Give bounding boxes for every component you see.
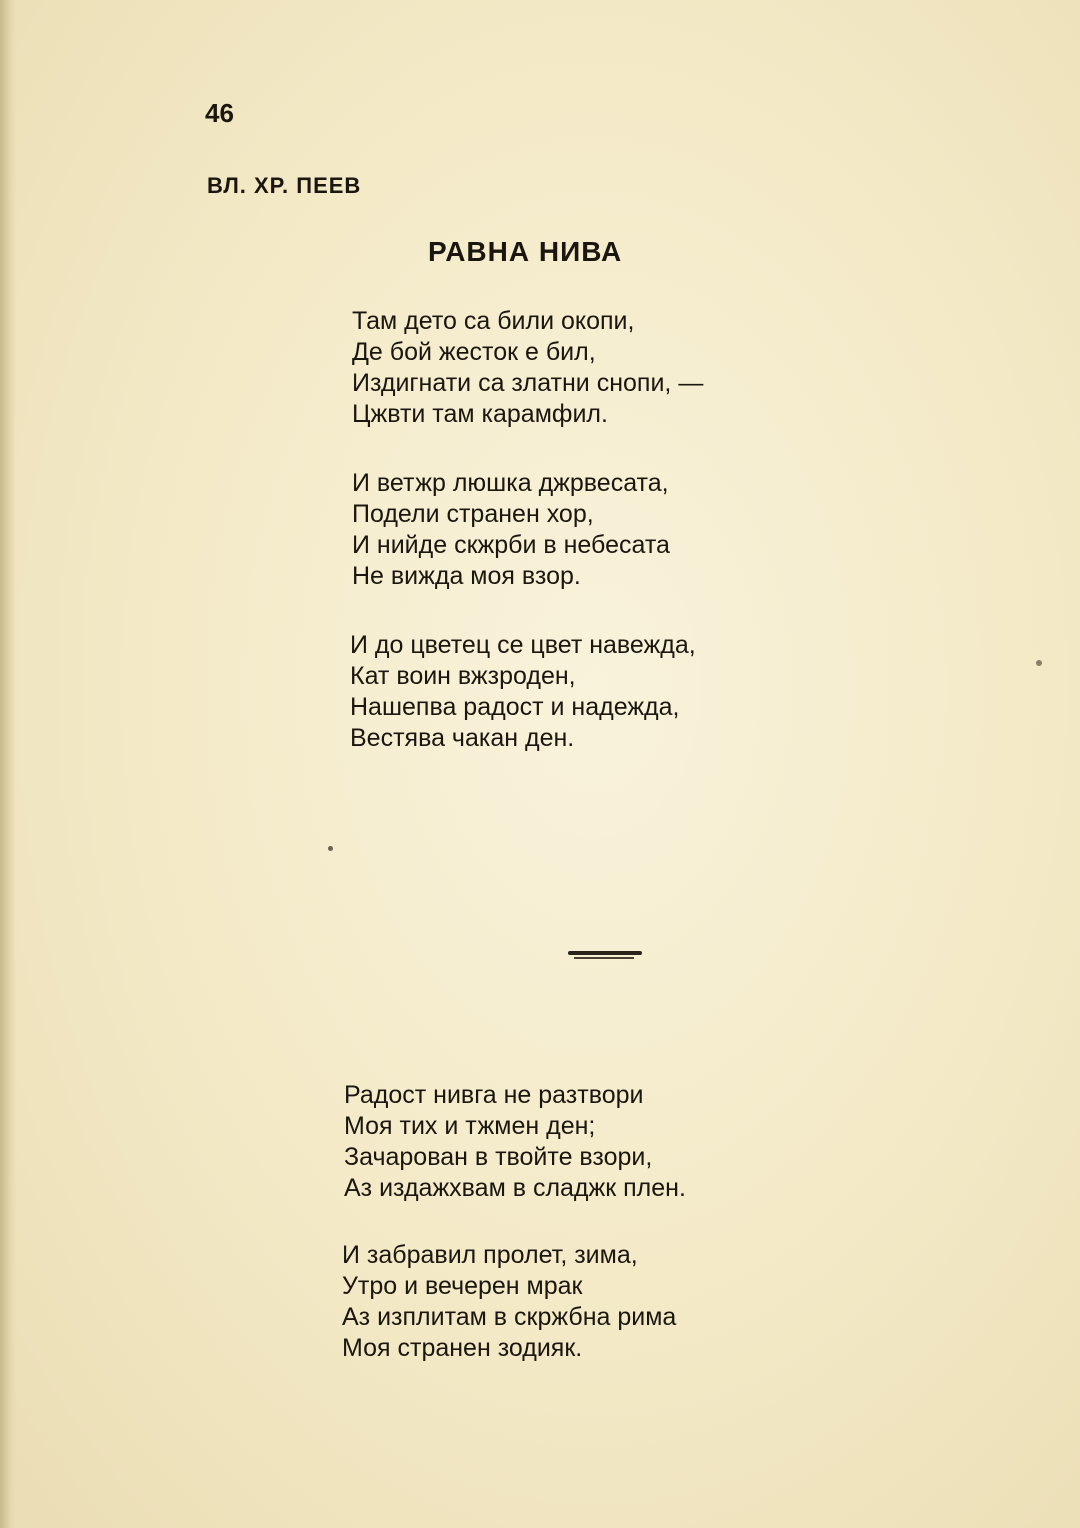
poem-line: Цжвти там карамфил. <box>352 400 608 428</box>
poem-line: Моя тих и тжмен ден; <box>344 1112 596 1140</box>
poem-line: Зачарован в твойте взори, <box>344 1143 653 1171</box>
poem-line: Вестява чакан ден. <box>350 724 575 752</box>
paper-speck <box>328 846 333 851</box>
poem-line: Не вижда моя взор. <box>352 562 581 590</box>
poem-line: Подели странен хор, <box>352 500 594 528</box>
poem-line: И ветжр люшка джрвесата, <box>352 469 669 497</box>
section-divider <box>568 951 642 955</box>
author-name: ВЛ. ХР. ПЕЕВ <box>207 173 362 198</box>
poem-line: И до цветец се цвет навежда, <box>350 631 696 659</box>
poem-line: Де бой жесток е бил, <box>352 338 596 366</box>
poem-line: Аз изплитам в скржбна рима <box>342 1303 677 1331</box>
poem-line: И забравил пролет, зима, <box>342 1241 638 1269</box>
poem-line: Нашепва радост и надежда, <box>350 693 680 721</box>
poem2-stanza-1 <box>344 1080 686 1204</box>
poem-line: Утро и вечерен мрак <box>342 1272 583 1300</box>
poem-line: Моя странен зодияк. <box>342 1334 583 1362</box>
poem-line: Кат воин вжзроден, <box>350 662 576 690</box>
poem-line: И нийде скжрби в небесата <box>352 531 670 559</box>
poem-line: Радост нивга не разтвори <box>344 1081 644 1109</box>
poem-line: Издигнати са златни снопи, — <box>352 369 704 397</box>
poem1-stanza-3 <box>350 630 696 754</box>
poem-line: Аз издажхвам в сладжк плен. <box>344 1174 686 1202</box>
page-binding-edge <box>0 0 16 1528</box>
poem-line: Там дето са били окопи, <box>352 307 635 335</box>
page-number: 46 <box>205 98 234 128</box>
poem1-stanza-1 <box>352 306 703 430</box>
poem1-stanza-2 <box>352 468 670 592</box>
poem-title: РАВНА НИВА <box>428 236 623 267</box>
paper-speck <box>1036 660 1042 666</box>
poem2-stanza-2 <box>342 1240 676 1364</box>
